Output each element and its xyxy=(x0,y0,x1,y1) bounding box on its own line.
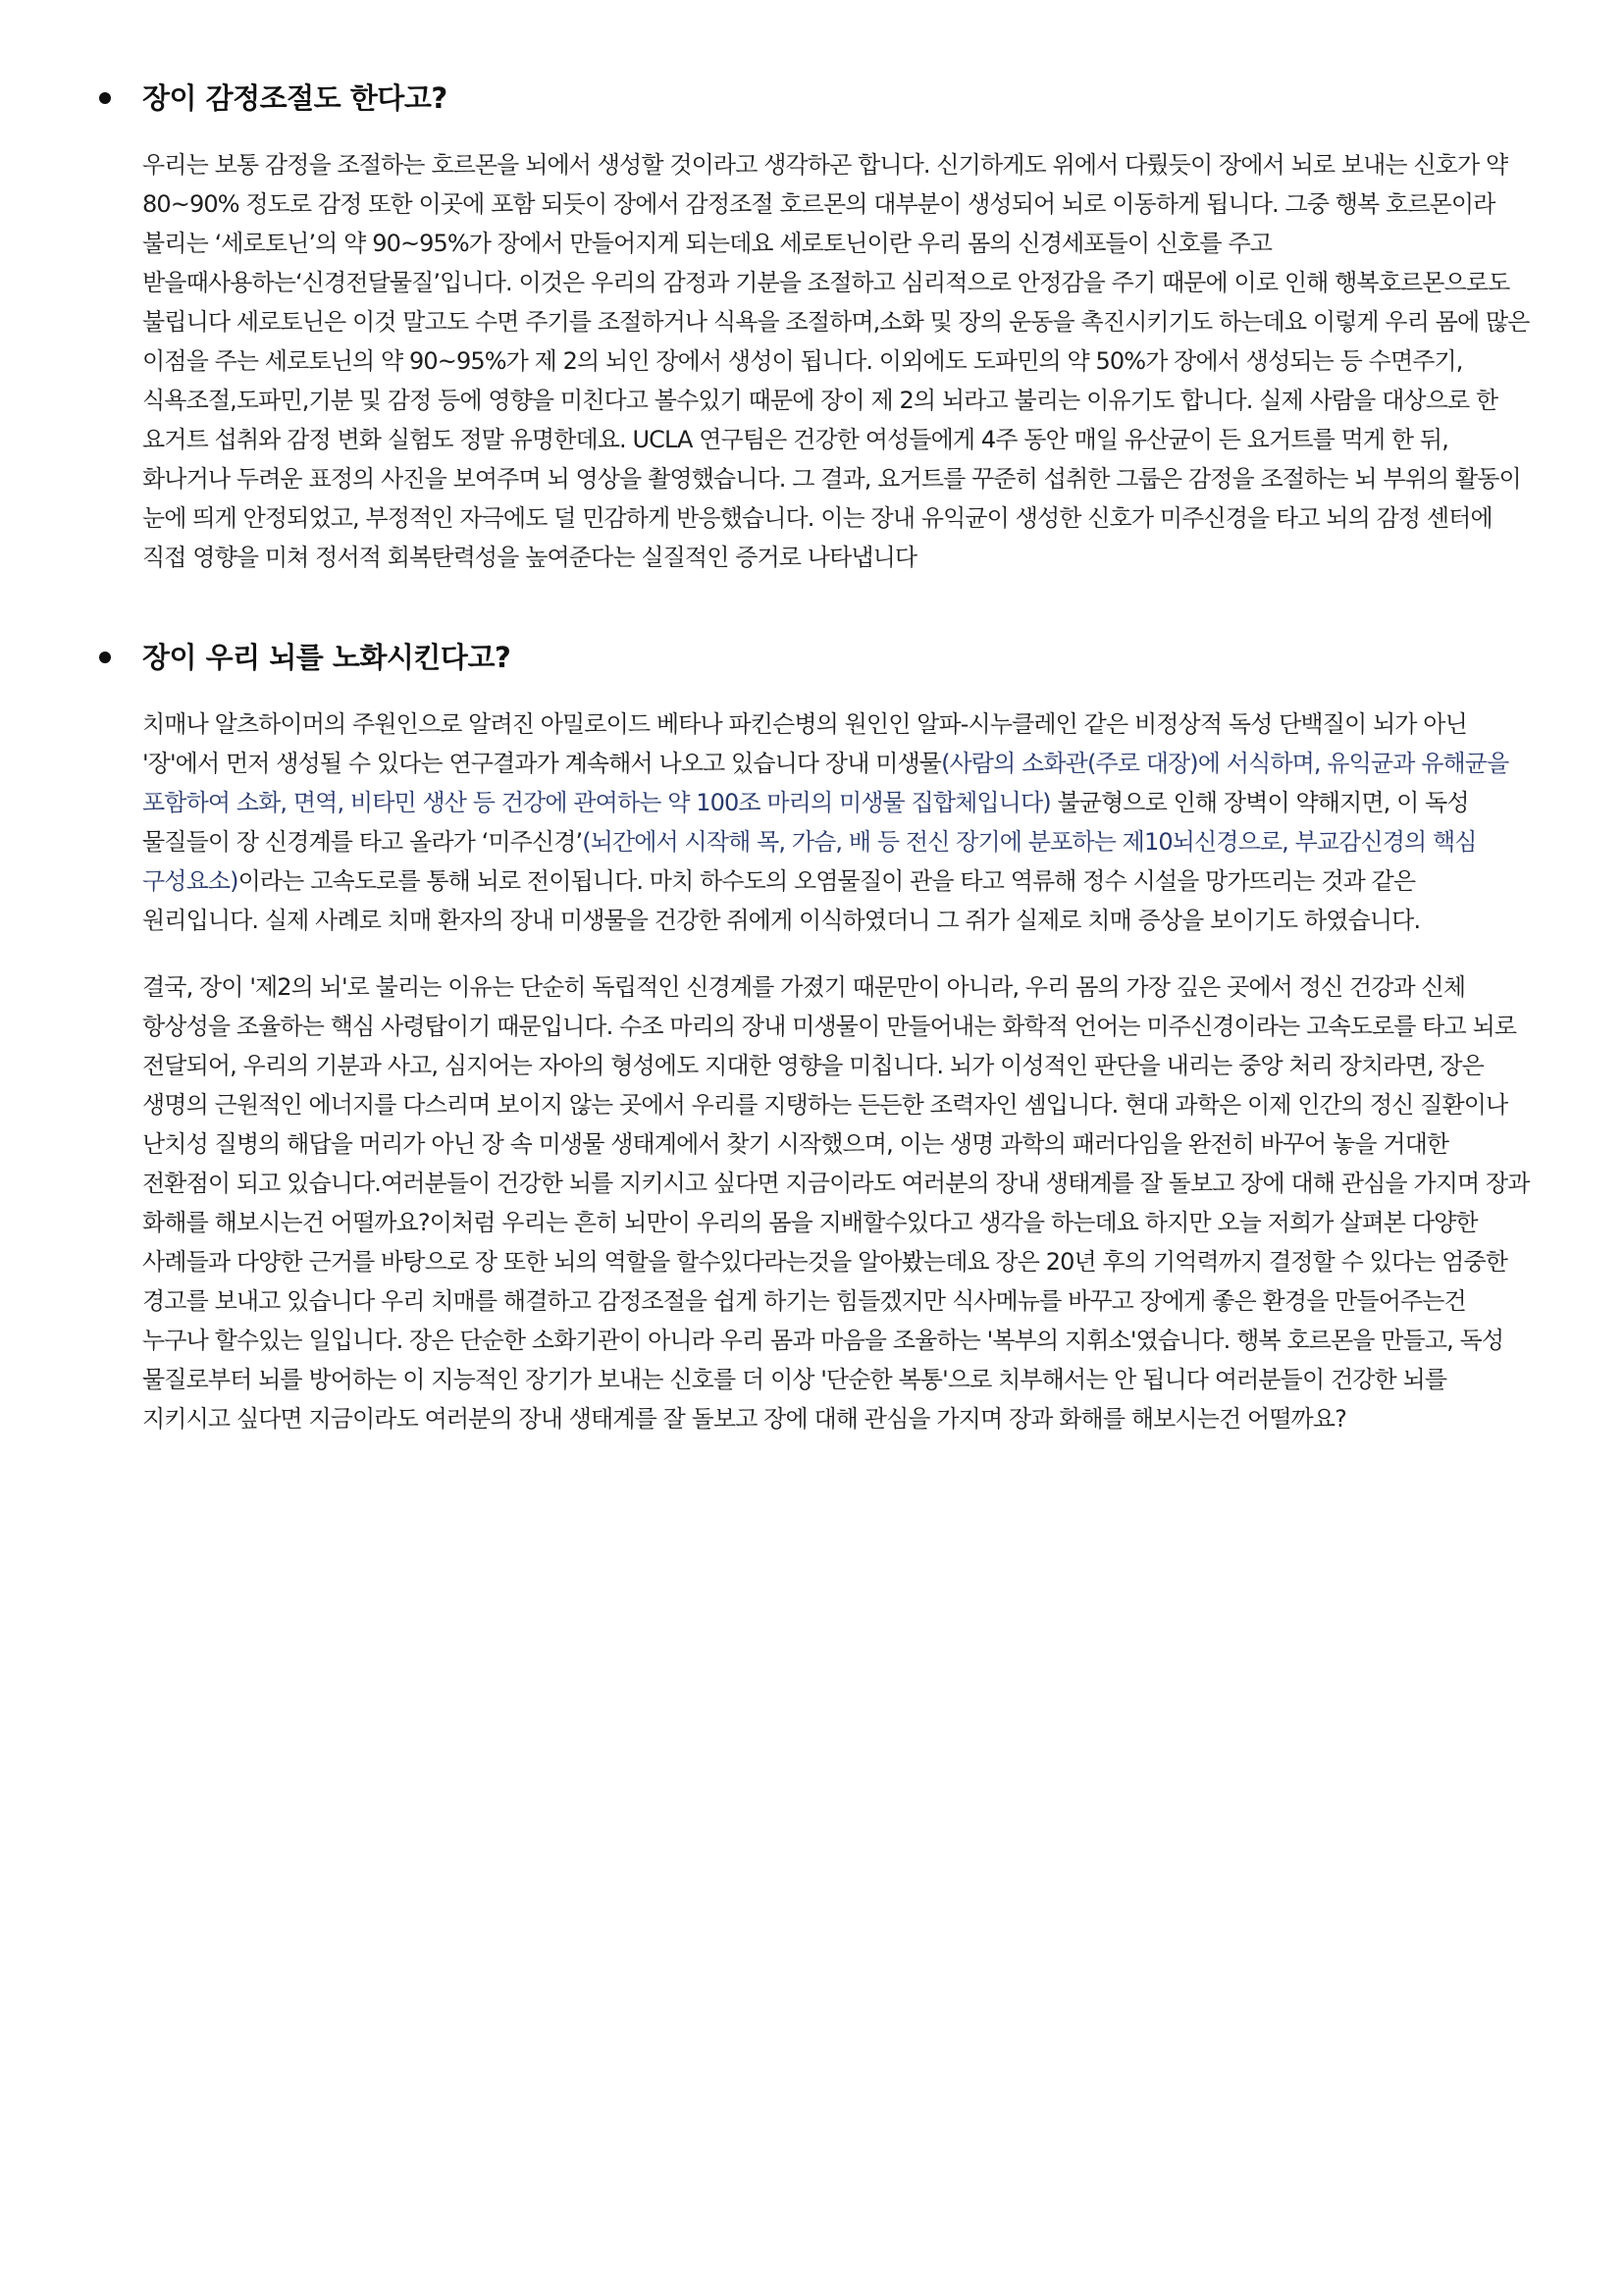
paragraph-text: 불균형으로 인해 장벽이 약해지면, 이 독성 물질들이 장 신경계를 타고 올라가 ‘미주신경’ xyxy=(142,789,1469,856)
section-heading xyxy=(96,636,1528,679)
paragraph-text: 이라는 고속도로를 통해 뇌로 전이됩니다. 마치 하수도의 오염물질이 관을 타고 역류해 정수 시설을 망가뜨리는 것과 같은 원리입니다. 실제 사례로 치매 환자의 장내 미생물을 건강한 쥐에게 이식하였더니 그 쥐가 실제로 치매 증상을 보이기도 하였습니다. xyxy=(142,867,1421,934)
body-paragraph xyxy=(142,704,1531,940)
section-heading-text: 장이 감정조절도 한다고? xyxy=(142,81,447,115)
bullet-icon xyxy=(99,92,111,104)
section-heading xyxy=(96,77,1528,120)
conclusion-paragraph: 결국, 장이 '제2의 뇌'로 불리는 이유는 단순히 독립적인 신경계를 가졌기 때문만이 아니라, 우리 몸의 가장 깊은 곳에서 정신 건강과 신체 항상성을 조율하는 핵심 사령탑이기 때문입니다. 수조 마리의 장내 미생물이 만들어내는 화학적 언어는 미주신경이라는 고속도로를 타고 뇌로 전달되어, 우리의 기분과 사고, 심지어는 자아의 형성에도 지대한 영향을 미칩니다. 뇌가 이성적인 판단을 내리는 중앙 처리 장치라면, 장은 생명의 근원적인 에너지를 다스리며 보이지 않는 곳에서 우리를 지탱하는 든든한 조력자인 셈입니다. 현대 과학은 이제 인간의 정신 질환이나 난치성 질병의 해답을 머리가 아닌 장 속 미생물 생태계에서 찾기 시작했으며, 이는 생명 과학의 패러다임을 완전히 바꾸어 놓을 거대한 전환점이 되고 있습니다.여러분들이 건강한 뇌를 지키시고 싶다면 지금이라도 여러분의 장내 생태계를 잘 돌보고 장에 대해 관심을 가지며 장과 화해를 해보시는건 어떨까요?이처럼 우리는 흔히 뇌만이 우리의 몸을 지배할수있다고 생각을 하는데요 하지만 오늘 저희가 살펴본 다양한 사례들과 다양한 근거를 바탕으로 장 또한 뇌의 역할을 할수있다라는것을 알아봤는데요 장은 20년 후의 기억력까지 결정할 수 있다는 엄중한 경고를 보내고 있습니다 우리 치매를 해결하고 감정조절을 쉽게 하기는 힘들겠지만 식사메뉴를 바꾸고 장에게 좋은 환경을 만들어주는건 누구나 할수있는 일입니다. 장은 단순한 소화기관이 아니라 우리 몸과 마음을 조율하는 '복부의 지휘소'였습니다. 행복 호르몬을 만들고, 독성 물질로부터 뇌를 방어하는 이 지능적인 장기가 보내는 신호를 더 이상 '단순한 복통'으로 치부해서는 안 됩니다 여러분들이 건강한 뇌를 지키시고 싶다면 지금이라도 여러분의 장내 생태계를 잘 돌보고 장에 대해 관심을 가지며 장과 화해를 해보시는건 어떨까요? xyxy=(142,973,1530,1433)
section-heading-text: 장이 우리 뇌를 노화시킨다고? xyxy=(142,641,511,674)
section-emotion xyxy=(96,77,1528,577)
paragraph-text: 치매나 알츠하이머의 주원인으로 알려진 아밀로이드 베타나 파킨슨병의 원인인 알파-시누클레인 같은 비정상적 독성 단백질이 뇌가 아닌 '장'에서 먼저 생성될 수 있다는 연구결과가 계속해서 나오고 있습니다 장내 미생물 xyxy=(142,710,1467,777)
footnote-vagus-nerve: (뇌간에서 시작해 목, 가슴, 배 등 전신 장기에 분포하는 제10뇌신경으로, 부교감신경의 핵심 구성요소) xyxy=(142,828,1477,895)
footnote-microbiome: (사람의 소화관(주로 대장)에 서식하며, 유익균과 유해균을 포함하여 소화, 면역, 비타민 생산 등 건강에 관여하는 약 100조 마리의 미생물 집합체입니다) xyxy=(142,750,1509,816)
section-aging xyxy=(96,636,1528,1438)
bullet-icon xyxy=(99,652,111,663)
body-paragraph: 우리는 보통 감정을 조절하는 호르몬을 뇌에서 생성할 것이라고 생각하곤 합니다. 신기하게도 위에서 다뤘듯이 장에서 뇌로 보내는 신호가 약 80~90% 정도로 감정 또한 이곳에 포함 되듯이 장에서 감정조절 호르몬의 대부분이 생성되어 뇌로 이동하게 됩니다. 그중 행복 호르몬이라 불리는 ‘세로토닌’의 약 90~95%가 장에서 만들어지게 되는데요 세로토닌이란 우리 몸의 신경세포들이 신호를 주고 받을때사용하는‘신경전달물질’입니다. 이것은 우리의 감정과 기분을 조절하고 심리적으로 안정감을 주기 때문에 이로 인해 행복호르몬으로도 불립니다 세로토닌은 이것 말고도 수면 주기를 조절하거나 식욕을 조절하며,소화 및 장의 운동을 촉진시키기도 하는데요 이렇게 우리 몸에 많은 이점을 주는 세로토닌의 약 90~95%가 제 2의 뇌인 장에서 생성이 됩니다. 이외에도 도파민의 약 50%가 장에서 생성되는 등 수면주기,식욕조절,도파민,기분 및 감정 등에 영향을 미친다고 볼수있기 때문에 장이 제 2의 뇌라고 불리는 이유기도 합니다. 실제 사람을 대상으로 한 요거트 섭취와 감정 변화 실험도 정말 유명한데요. UCLA 연구팀은 건강한 여성들에게 4주 동안 매일 유산균이 든 요거트를 먹게 한 뒤, 화나거나 두려운 표정의 사진을 보여주며 뇌 영상을 촬영했습니다. 그 결과, 요거트를 꾸준히 섭취한 그룹은 감정을 조절하는 뇌 부위의 활동이 눈에 띄게 안정되었고, 부정적인 자극에도 덜 민감하게 반응했습니다. 이는 장내 유익균이 생성한 신호가 미주신경을 타고 뇌의 감정 센터에 직접 영향을 미쳐 정서적 회복탄력성을 높여준다는 실질적인 증거로 나타냅니다 xyxy=(142,151,1530,571)
